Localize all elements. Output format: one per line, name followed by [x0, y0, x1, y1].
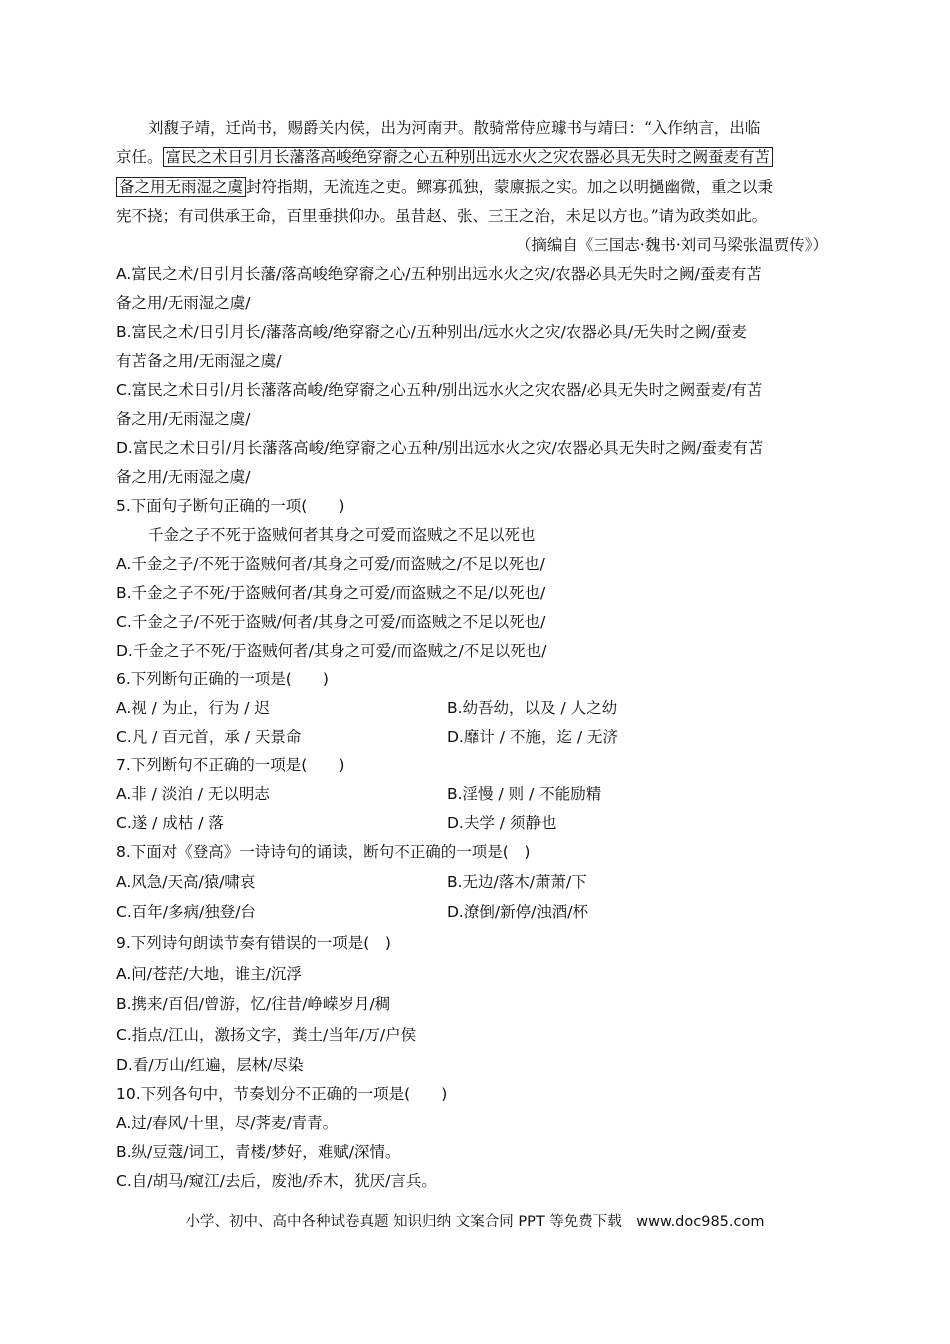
q4-option-b-line-1: B.富民之术/日引月长/藩落高峻/绝穿窬之心/五种别出/远水火之灾/农器必具/无失时之阙/蚕麦	[116, 323, 747, 341]
passage-line-2	[116, 146, 773, 168]
q4-option-d-line-2: 备之用/无雨湿之虞/	[116, 468, 251, 486]
q9-option-a: A.问/苍茫/大地，谁主/沉浮	[116, 965, 302, 983]
boxed-sentence-part-1: 富民之术日引月长藩落高峻绝穿窬之心五种别出远水火之灾农器必具无失时之阙蚕麦有苫	[163, 147, 774, 167]
q9-stem: 9.下列诗句朗读节奏有错误的一项是( )	[116, 934, 391, 952]
q6-option-a: A.视 / 为止，行为 / 迟	[116, 699, 270, 717]
passage-source: （摘编自《三国志·魏书·刘司马梁张温贾传》）	[515, 236, 828, 254]
passage-line-2-pre: 京任。	[116, 148, 163, 166]
q9-option-c: C.指点/江山，激扬文字，粪土/当年/万/户侯	[116, 1026, 417, 1044]
q5-option-c: C.千金之子/不死于盗贼/何者/其身之可爱/而盗贼之不足以死也/	[116, 613, 546, 631]
q8-option-b: B.无边/落木/萧萧/下	[447, 873, 587, 891]
q10-stem: 10.下列各句中，节奏划分不正确的一项是( )	[116, 1085, 448, 1103]
footer-text: 小学、初中、高中各种试卷真题 知识归纳 文案合同 PPT 等免费下载 www.doc985.com	[185, 1214, 765, 1230]
passage-line-3	[116, 176, 773, 198]
q4-option-a-line-2: 备之用/无雨湿之虞/	[116, 294, 251, 312]
q4-option-c-line-1: C.富民之术日引/月长藩落高峻/绝穿窬之心五种/别出远水火之灾农器/必具无失时之阙蚕麦/有苫	[116, 381, 763, 399]
passage-line-4: 宪不挠；有司供承王命，百里垂拱仰办。虽昔赵、张、三王之治，未足以方也。”请为政类如此。	[116, 207, 768, 225]
q8-option-c: C.百年/多病/独登/台	[116, 903, 256, 921]
q8-stem: 8.下面对《登高》一诗诗句的诵读，断句不正确的一项是( )	[116, 843, 531, 861]
q5-stem: 5.下面句子断句正确的一项( )	[116, 497, 345, 515]
q7-stem: 7.下列断句不正确的一项是( )	[116, 756, 345, 774]
boxed-sentence-part-2: 备之用无雨湿之虞	[116, 177, 246, 197]
q7-option-c: C.遂 / 成枯 / 落	[116, 814, 224, 832]
q7-option-b: B.淫慢 / 则 / 不能励精	[447, 785, 602, 803]
q4-option-d-line-1: D.富民之术日引/月长藩落高峻/绝穿窬之心五种/别出远水火之灾/农器必具无失时之阙/蚕麦有苫	[116, 439, 764, 457]
q10-option-a: A.过/春风/十里，尽/荠麦/青青。	[116, 1114, 339, 1132]
q5-option-b: B.千金之子不死/于盗贼何者/其身之可爱/而盗贼之不足/以死也/	[116, 584, 546, 602]
q8-option-d: D.潦倒/新停/浊酒/杯	[447, 903, 589, 921]
passage-line-3-post: 封符指期，无流连之吏。鳏寡孤独，蒙廪振之实。加之以明撾幽微，重之以秉	[246, 178, 774, 196]
q4-option-b-line-2: 有苫备之用/无雨湿之虞/	[116, 352, 282, 370]
q10-option-b: B.纵/豆蔻/词工，青楼/梦好，难赋/深情。	[116, 1143, 401, 1161]
q6-stem: 6.下列断句正确的一项是( )	[116, 670, 329, 688]
q4-option-a-line-1: A.富民之术/日引月长藩/落高峻绝穿窬之心/五种别出远水火之灾/农器必具无失时之阙/蚕麦有苫	[116, 265, 762, 283]
q7-option-d: D.夫学 / 须静也	[447, 814, 557, 832]
q5-option-a: A.千金之子/不死于盗贼何者/其身之可爱/而盗贼之/不足以死也/	[116, 555, 545, 573]
passage-line-1: 刘馥子靖，迁尚书，赐爵关内侯，出为河南尹。散骑常侍应璩书与靖曰：“入作纳言，出临	[148, 119, 761, 137]
q5-sentence: 千金之子不死于盗贼何者其身之可爱而盗贼之不足以死也	[148, 526, 536, 544]
q7-option-a: A.非 / 淡泊 / 无以明志	[116, 785, 270, 803]
q6-option-b: B.幼吾幼，以及 / 人之幼	[447, 699, 618, 717]
q10-option-c: C.自/胡马/窥江/去后，废池/乔木，犹厌/言兵。	[116, 1172, 437, 1190]
q6-option-c: C.凡 / 百元首，承 / 天景命	[116, 728, 302, 746]
q9-option-d: D.看/万山/红遍，层林/尽染	[116, 1056, 304, 1074]
q6-option-d: D.靡计 / 不施，迄 / 无济	[447, 728, 619, 746]
q8-option-a: A.风急/天高/猿/啸哀	[116, 873, 256, 891]
q9-option-b: B.携来/百侣/曾游，忆/往昔/峥嵘岁月/稠	[116, 995, 391, 1013]
q5-option-d: D.千金之子不死/于盗贼何者/其身之可爱/而盗贼之/不足以死也/	[116, 642, 547, 660]
q4-option-c-line-2: 备之用/无雨湿之虞/	[116, 410, 251, 428]
